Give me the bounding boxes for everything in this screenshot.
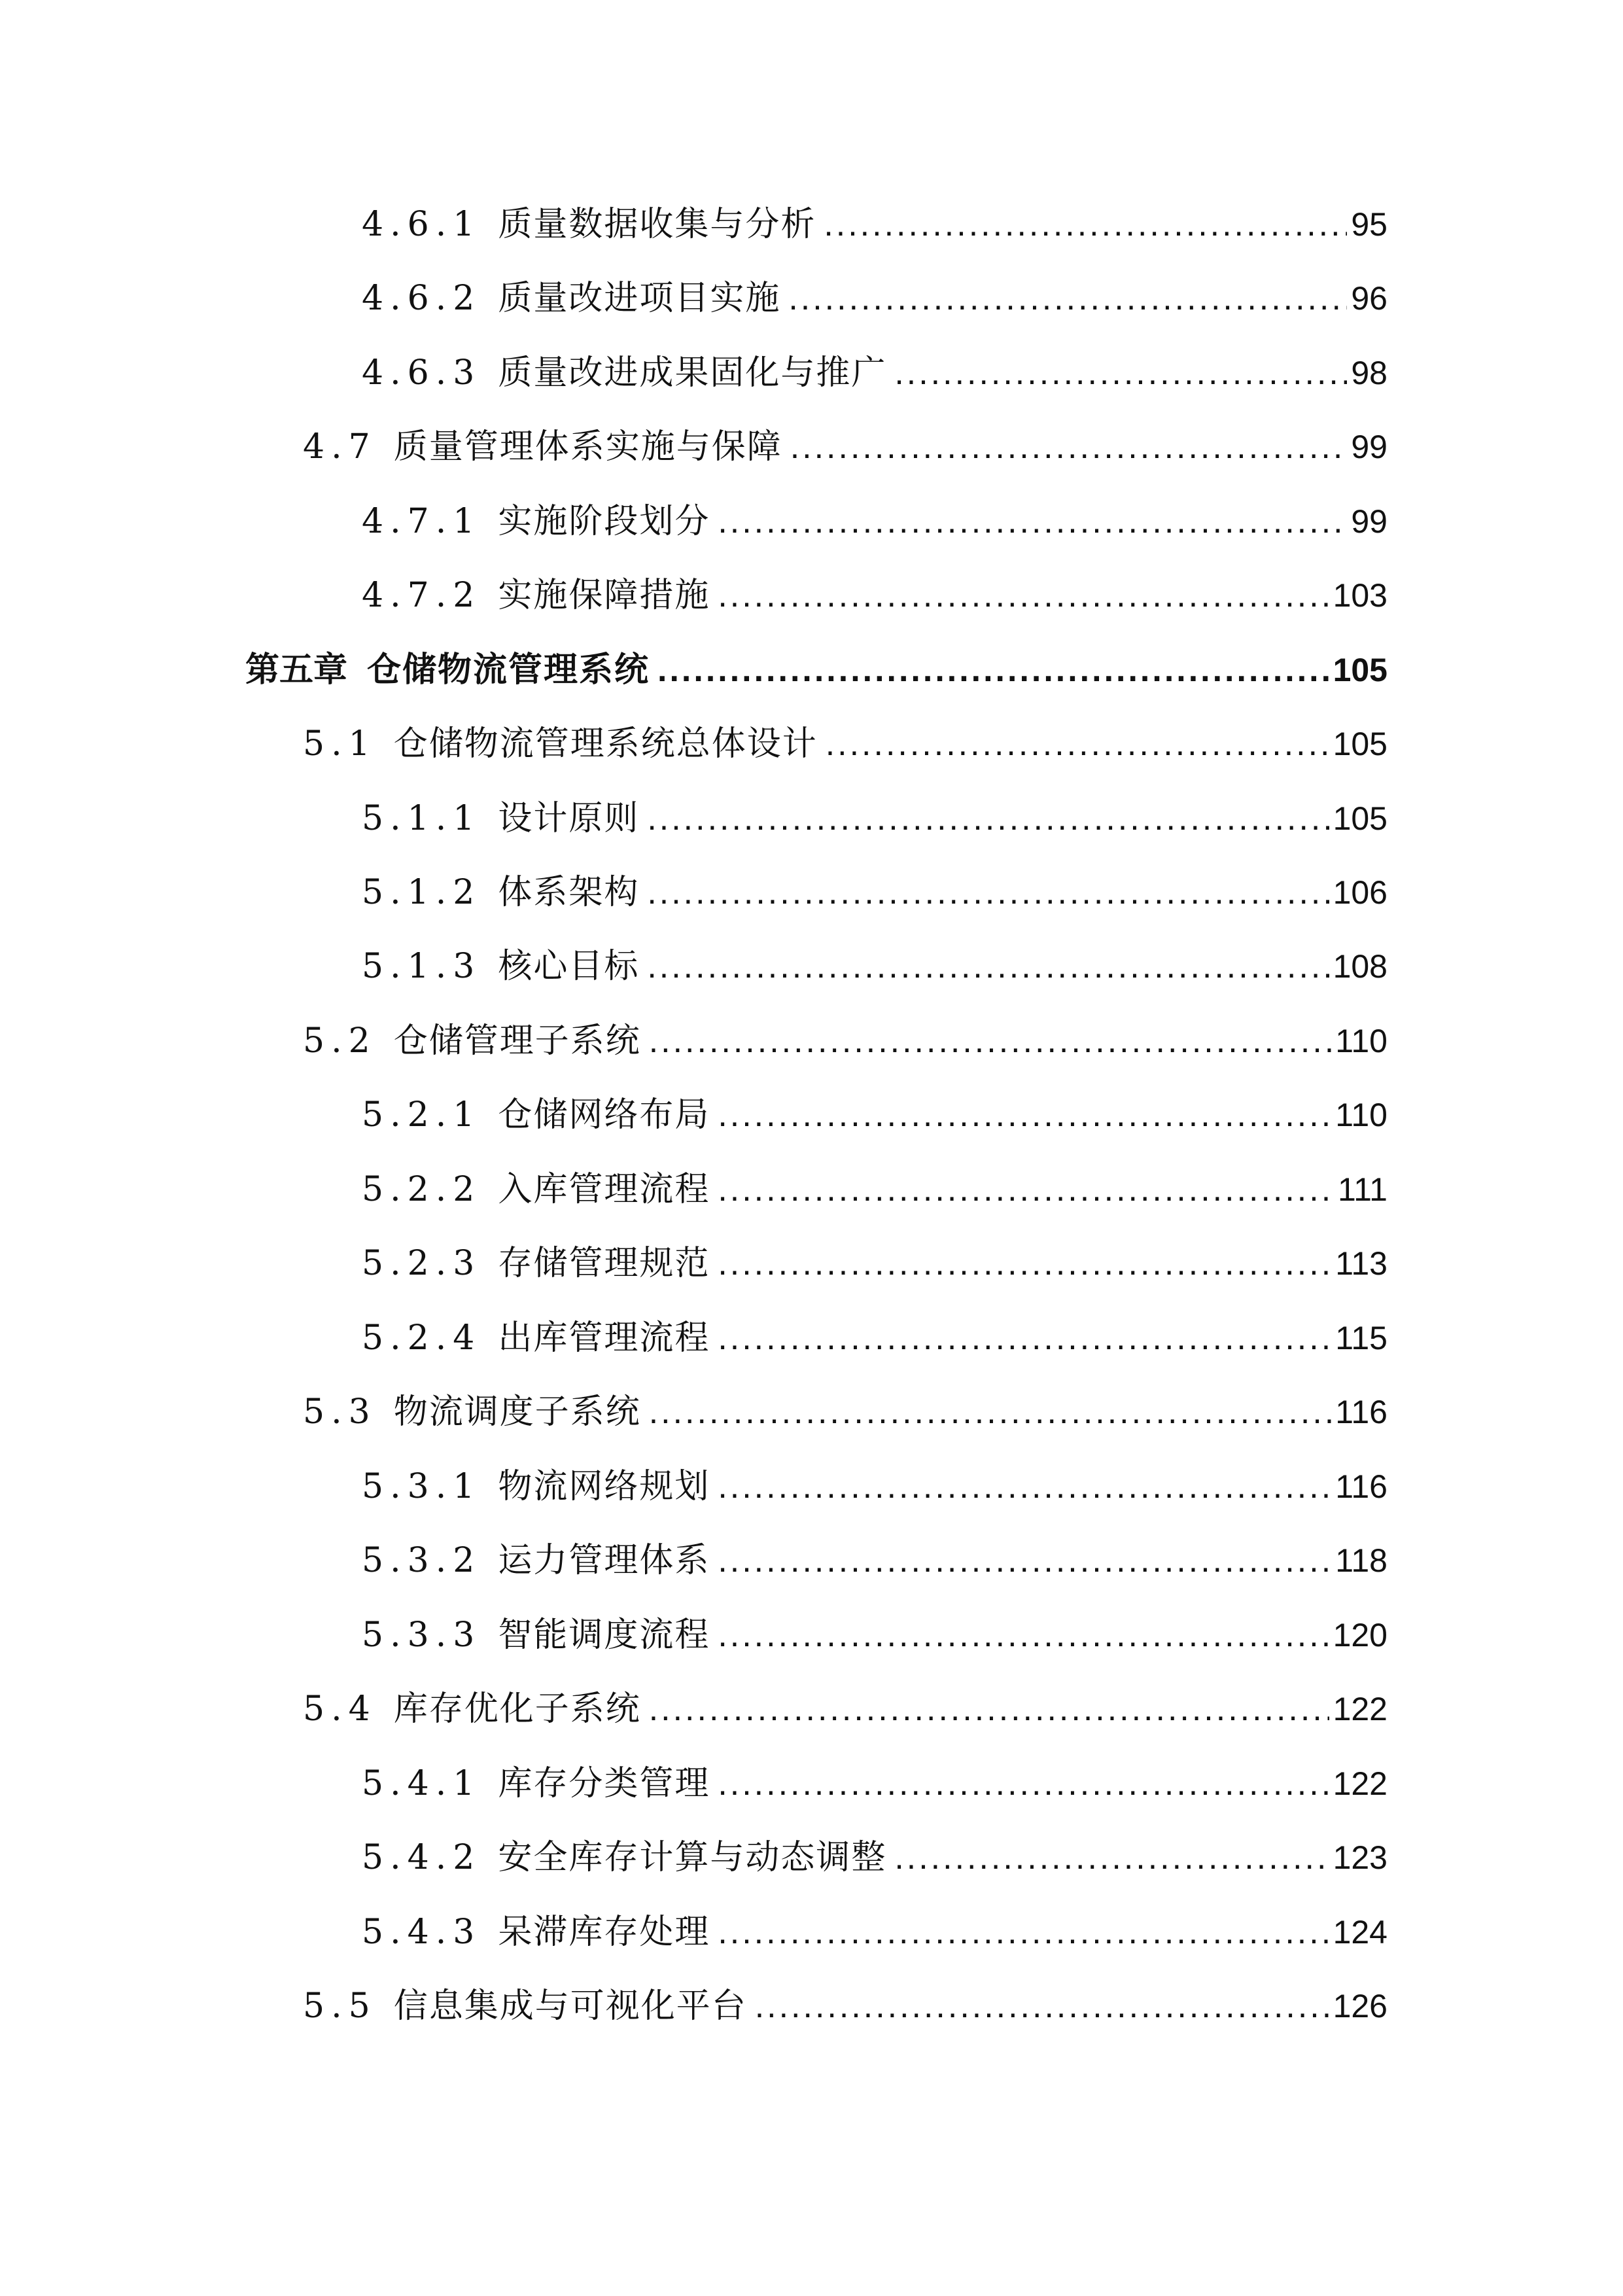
- entry-number: 4.7: [303, 427, 377, 467]
- entry-page-number: 99: [1351, 503, 1387, 540]
- entry-title: 运力管理体系: [498, 1541, 710, 1580]
- entry-page-number: 124: [1333, 1914, 1387, 1951]
- entry-title: 仓储物流管理系统总体设计: [393, 724, 818, 764]
- entry-page-number: 111: [1337, 1171, 1387, 1208]
- entry-title: 安全库存计算与动态调整: [498, 1838, 887, 1877]
- entry-page-number: 103: [1333, 577, 1387, 614]
- dot-leader: [718, 1609, 1329, 1661]
- toc-entry-4-7-1[interactable]: [362, 495, 1387, 548]
- toc-entry-5-2-3[interactable]: [362, 1237, 1387, 1290]
- dot-leader: [718, 1906, 1329, 1958]
- entry-title: 实施保障措施: [498, 576, 710, 615]
- entry-page-number: 126: [1333, 1988, 1387, 2024]
- entry-number: 5.3.2: [362, 1541, 481, 1580]
- entry-number: 5.2: [303, 1021, 377, 1061]
- dot-leader: [718, 1460, 1331, 1513]
- entry-title: 库存优化子系统: [393, 1689, 641, 1729]
- entry-page-number: 116: [1335, 1468, 1387, 1505]
- entry-number: 4.6.2: [362, 279, 481, 318]
- entry-number: 5.1: [303, 724, 377, 764]
- entry-page-number: 122: [1333, 1765, 1387, 1802]
- toc-entry-5-4-2[interactable]: [362, 1831, 1387, 1884]
- entry-title: 设计原则: [498, 799, 640, 838]
- toc-entry-5-5[interactable]: [303, 1980, 1387, 2032]
- entry-number: 5.2.2: [362, 1170, 481, 1209]
- toc-entry-5-3-2[interactable]: [362, 1534, 1387, 1587]
- toc-entry-5-1-2[interactable]: [362, 866, 1387, 919]
- entry-title: 物流调度子系统: [393, 1392, 641, 1432]
- entry-number: 5.1.2: [362, 873, 481, 912]
- entry-page-number: 105: [1333, 652, 1387, 688]
- dot-leader: [718, 1757, 1329, 1810]
- entry-page-number: 95: [1351, 206, 1387, 243]
- dot-leader: [649, 1386, 1332, 1438]
- entry-page-number: 105: [1333, 726, 1387, 762]
- entry-number: 第五章: [245, 650, 348, 690]
- entry-number: 5.4.3: [362, 1913, 481, 1952]
- toc-entry-5-1[interactable]: [303, 718, 1387, 770]
- entry-number: 5.4.1: [362, 1764, 481, 1803]
- toc-entry-4-6-2[interactable]: [362, 272, 1387, 325]
- entry-title: 入库管理流程: [498, 1170, 710, 1209]
- entry-number: 5.3: [303, 1392, 377, 1432]
- entry-page-number: 110: [1335, 1023, 1387, 1059]
- entry-page-number: 113: [1335, 1245, 1387, 1282]
- toc-entry-5-4-1[interactable]: [362, 1757, 1387, 1810]
- entry-number: 5.3.1: [362, 1467, 481, 1506]
- dot-leader: [718, 1237, 1331, 1290]
- toc-entry-4-7[interactable]: [303, 421, 1387, 473]
- entry-page-number: 115: [1335, 1320, 1387, 1356]
- entry-number: 4.7.2: [362, 576, 481, 615]
- entry-title: 质量改进成果固化与推广: [498, 353, 887, 393]
- entry-number: 5.3.3: [362, 1616, 481, 1655]
- entry-page-number: 108: [1333, 948, 1387, 985]
- toc-entry-5-2-1[interactable]: [362, 1089, 1387, 1141]
- entry-number: 5.2.3: [362, 1244, 481, 1283]
- dot-leader: [718, 1089, 1331, 1141]
- toc-entry-5-1-1[interactable]: [362, 792, 1387, 845]
- entry-page-number: 122: [1333, 1691, 1387, 1727]
- entry-number: 4.7.1: [362, 502, 481, 541]
- entry-number: 5.4: [303, 1689, 377, 1729]
- entry-number: 5.2.4: [362, 1318, 481, 1358]
- dot-leader: [649, 1683, 1329, 1735]
- entry-title: 库存分类管理: [498, 1764, 710, 1803]
- dot-leader: [894, 1831, 1329, 1884]
- entry-title: 仓储物流管理系统: [367, 650, 650, 690]
- dot-leader: [718, 495, 1347, 548]
- entry-title: 质量改进项目实施: [498, 279, 781, 318]
- dot-leader: [647, 940, 1329, 993]
- entry-title: 仓储网络布局: [498, 1095, 710, 1135]
- entry-number: 5.5: [303, 1987, 377, 2026]
- entry-title: 智能调度流程: [498, 1616, 710, 1655]
- entry-title: 质量数据收集与分析: [498, 205, 816, 244]
- entry-title: 出库管理流程: [498, 1318, 710, 1358]
- entry-title: 仓储管理子系统: [393, 1021, 641, 1061]
- toc-entry-5-2[interactable]: [303, 1015, 1387, 1067]
- dot-leader: [649, 1015, 1332, 1067]
- entry-title: 质量管理体系实施与保障: [393, 427, 782, 467]
- dot-leader: [718, 1163, 1334, 1216]
- toc-entry-5-3-3[interactable]: [362, 1609, 1387, 1661]
- entry-number: 5.1.1: [362, 799, 481, 838]
- entry-page-number: 116: [1335, 1394, 1387, 1430]
- dot-leader: [718, 1534, 1331, 1587]
- entry-title: 物流网络规划: [498, 1467, 710, 1506]
- entry-number: 4.6.1: [362, 205, 481, 244]
- toc-entry-4-7-2[interactable]: [362, 569, 1387, 622]
- dot-leader: [657, 644, 1329, 696]
- dot-leader: [894, 347, 1347, 399]
- entry-title: 呆滞库存处理: [498, 1913, 710, 1952]
- dot-leader: [826, 718, 1329, 770]
- dot-leader: [790, 421, 1348, 473]
- toc-entry-5-2-4[interactable]: [362, 1312, 1387, 1364]
- entry-title: 实施阶段划分: [498, 502, 710, 541]
- entry-page-number: 118: [1335, 1542, 1387, 1579]
- entry-title: 体系架构: [498, 873, 640, 912]
- toc-entry-5-4[interactable]: [303, 1683, 1387, 1735]
- toc-entry-5-3-1[interactable]: [362, 1460, 1387, 1513]
- toc-entry-5-1-3[interactable]: [362, 940, 1387, 993]
- entry-number: 5.4.2: [362, 1838, 481, 1877]
- dot-leader: [718, 1312, 1331, 1364]
- entry-page-number: 106: [1333, 874, 1387, 911]
- entry-page-number: 96: [1351, 280, 1387, 317]
- entry-title: 信息集成与可视化平台: [393, 1987, 747, 2026]
- toc-entry-5-2-2[interactable]: [362, 1163, 1387, 1216]
- toc-entry-4-6-3[interactable]: [362, 347, 1387, 399]
- entry-page-number: 98: [1351, 355, 1387, 391]
- entry-number: 5.1.3: [362, 947, 481, 986]
- entry-page-number: 105: [1333, 800, 1387, 837]
- dot-leader: [824, 198, 1347, 251]
- dot-leader: [647, 866, 1329, 919]
- toc-entry-5-4-3[interactable]: [362, 1906, 1387, 1958]
- entry-page-number: 120: [1333, 1617, 1387, 1653]
- entry-title: 存储管理规范: [498, 1244, 710, 1283]
- dot-leader: [718, 569, 1329, 622]
- toc-entry-5-3[interactable]: [303, 1386, 1387, 1438]
- dot-leader: [788, 272, 1347, 325]
- entry-page-number: 123: [1333, 1839, 1387, 1876]
- dot-leader: [647, 792, 1329, 845]
- entry-page-number: 99: [1351, 429, 1387, 465]
- entry-number: 5.2.1: [362, 1095, 481, 1135]
- entry-number: 4.6.3: [362, 353, 481, 393]
- toc-entry-4-6-1[interactable]: [362, 198, 1387, 251]
- toc-entry-chapter-5[interactable]: [245, 644, 1387, 696]
- entry-page-number: 110: [1335, 1097, 1387, 1133]
- dot-leader: [755, 1980, 1329, 2032]
- entry-title: 核心目标: [498, 947, 640, 986]
